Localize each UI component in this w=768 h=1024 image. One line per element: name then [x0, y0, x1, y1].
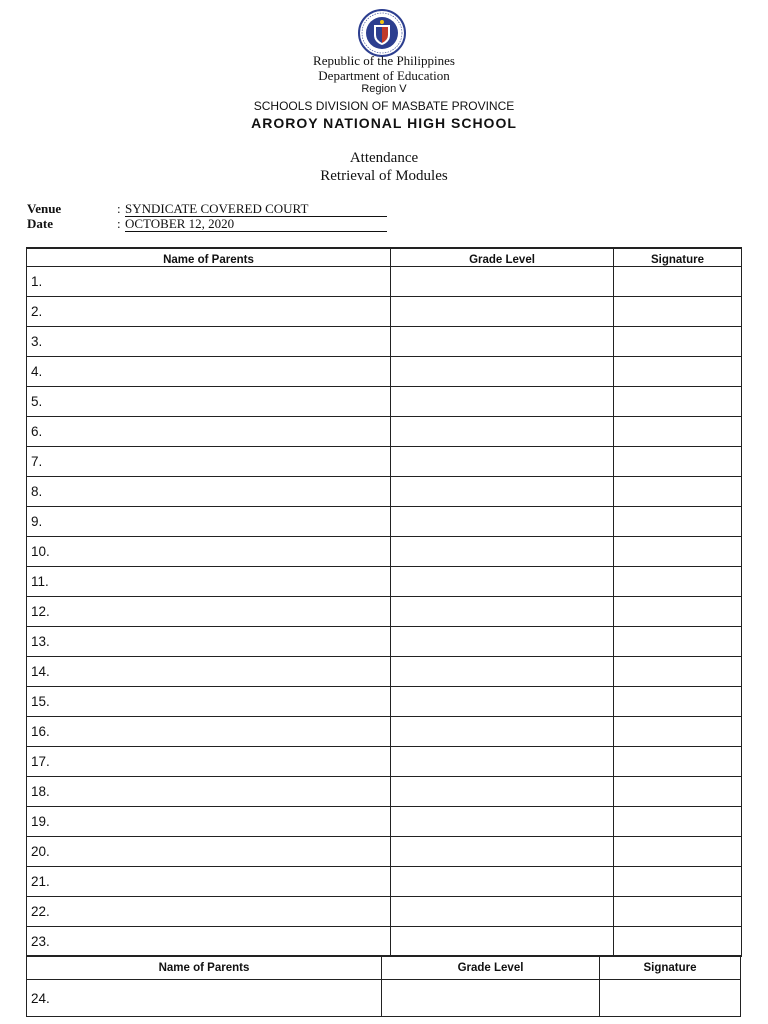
- deped-seal-logo: [351, 8, 413, 58]
- column-header-name: Name of Parents: [27, 956, 382, 980]
- signature-cell[interactable]: [614, 357, 742, 387]
- table-header-row: [27, 248, 742, 267]
- table-row: [27, 777, 742, 807]
- school-name: AROROY NATIONAL HIGH SCHOOL: [251, 115, 517, 131]
- grade-level-cell[interactable]: [391, 747, 614, 777]
- column-header-grade: Grade Level: [391, 248, 614, 267]
- row-number-name-cell[interactable]: 7.: [27, 447, 391, 477]
- grade-level-cell[interactable]: [382, 980, 600, 1017]
- grade-level-cell[interactable]: [391, 267, 614, 297]
- date-colon: :: [117, 216, 121, 231]
- grade-level-cell[interactable]: [391, 507, 614, 537]
- signature-cell[interactable]: [614, 657, 742, 687]
- signature-cell[interactable]: [614, 687, 742, 717]
- column-header-grade: Grade Level: [382, 956, 600, 980]
- document-title: Attendance: [349, 150, 419, 166]
- department-line: Department of Education: [318, 68, 450, 83]
- column-header-signature: Signature: [600, 956, 741, 980]
- table-header-row: [27, 956, 741, 980]
- grade-level-cell[interactable]: [391, 477, 614, 507]
- grade-level-cell[interactable]: [391, 867, 614, 897]
- row-number-name-cell[interactable]: 16.: [27, 717, 391, 747]
- grade-level-cell[interactable]: [391, 297, 614, 327]
- signature-cell[interactable]: [614, 717, 742, 747]
- grade-level-cell[interactable]: [391, 777, 614, 807]
- row-number-name-cell[interactable]: 11.: [27, 567, 391, 597]
- signature-cell[interactable]: [614, 537, 742, 567]
- grade-level-cell[interactable]: [391, 837, 614, 867]
- region-line: Region V: [361, 83, 407, 95]
- republic-line: Republic of the Philippines: [313, 53, 455, 68]
- table-row: [27, 717, 742, 747]
- table-row: [27, 687, 742, 717]
- row-number-name-cell[interactable]: 17.: [27, 747, 391, 777]
- signature-cell[interactable]: [614, 837, 742, 867]
- grade-level-cell[interactable]: [391, 897, 614, 927]
- row-number-name-cell[interactable]: 22.: [27, 897, 391, 927]
- grade-level-cell[interactable]: [391, 537, 614, 567]
- attendance-table-continued: [26, 955, 741, 1017]
- grade-level-cell[interactable]: [391, 597, 614, 627]
- row-number-name-cell[interactable]: 23.: [27, 927, 391, 957]
- table-row: [27, 837, 742, 867]
- signature-cell[interactable]: [614, 597, 742, 627]
- grade-level-cell[interactable]: [391, 687, 614, 717]
- signature-cell[interactable]: [614, 807, 742, 837]
- signature-cell[interactable]: [614, 627, 742, 657]
- table-row: [27, 897, 742, 927]
- grade-level-cell[interactable]: [391, 357, 614, 387]
- row-number-name-cell[interactable]: 19.: [27, 807, 391, 837]
- grade-level-cell[interactable]: [391, 807, 614, 837]
- venue-value: SYNDICATE COVERED COURT: [125, 202, 387, 217]
- date-label: Date: [27, 216, 53, 231]
- document-subtitle: Retrieval of Modules: [320, 168, 448, 184]
- signature-cell[interactable]: [614, 867, 742, 897]
- grade-level-cell[interactable]: [391, 387, 614, 417]
- grade-level-cell[interactable]: [391, 927, 614, 957]
- column-header-name: Name of Parents: [27, 248, 391, 267]
- table-row: [27, 747, 742, 777]
- venue-colon: :: [117, 201, 121, 216]
- signature-cell[interactable]: [614, 747, 742, 777]
- row-number-name-cell[interactable]: 14.: [27, 657, 391, 687]
- table-row: [27, 447, 742, 477]
- row-number-name-cell[interactable]: 18.: [27, 777, 391, 807]
- attendance-table: [26, 247, 742, 957]
- date-value: OCTOBER 12, 2020: [125, 217, 387, 232]
- table-row: [27, 807, 742, 837]
- signature-cell[interactable]: [614, 777, 742, 807]
- division-line: SCHOOLS DIVISION OF MASBATE PROVINCE: [253, 99, 515, 113]
- row-number-name-cell[interactable]: 2.: [27, 297, 391, 327]
- table-row: [27, 567, 742, 597]
- grade-level-cell[interactable]: [391, 657, 614, 687]
- table-row: [27, 537, 742, 567]
- grade-level-cell[interactable]: [391, 417, 614, 447]
- signature-cell[interactable]: [614, 387, 742, 417]
- table-row: [27, 927, 742, 957]
- grade-level-cell[interactable]: [391, 447, 614, 477]
- signature-cell[interactable]: [614, 447, 742, 477]
- row-number-name-cell[interactable]: 20.: [27, 837, 391, 867]
- table-row: [27, 327, 742, 357]
- table-row: [27, 980, 741, 1017]
- row-number-name-cell[interactable]: 15.: [27, 687, 391, 717]
- row-number-name-cell[interactable]: 8.: [27, 477, 391, 507]
- table-row: [27, 387, 742, 417]
- signature-cell[interactable]: [614, 897, 742, 927]
- table-row: [27, 477, 742, 507]
- signature-cell[interactable]: [614, 477, 742, 507]
- row-number-name-cell[interactable]: 5.: [27, 387, 391, 417]
- signature-cell[interactable]: [614, 327, 742, 357]
- row-number-name-cell[interactable]: 9.: [27, 507, 391, 537]
- table-row: [27, 417, 742, 447]
- table-row: [27, 627, 742, 657]
- grade-level-cell[interactable]: [391, 327, 614, 357]
- column-header-signature: Signature: [614, 248, 742, 267]
- row-number-name-cell[interactable]: 12.: [27, 597, 391, 627]
- table-row: [27, 867, 742, 897]
- table-row: [27, 267, 742, 297]
- row-number-name-cell[interactable]: 1.: [27, 267, 391, 297]
- signature-cell[interactable]: [600, 980, 741, 1017]
- table-row: [27, 297, 742, 327]
- signature-cell[interactable]: [614, 417, 742, 447]
- grade-level-cell[interactable]: [391, 717, 614, 747]
- signature-cell[interactable]: [614, 507, 742, 537]
- venue-label: Venue: [27, 201, 62, 216]
- signature-cell[interactable]: [614, 267, 742, 297]
- grade-level-cell[interactable]: [391, 627, 614, 657]
- table-row: [27, 657, 742, 687]
- table-row: [27, 597, 742, 627]
- row-number-name-cell[interactable]: 13.: [27, 627, 391, 657]
- table-row: [27, 507, 742, 537]
- row-number-name-cell[interactable]: 24.: [27, 980, 382, 1017]
- signature-cell[interactable]: [614, 297, 742, 327]
- row-number-name-cell[interactable]: 6.: [27, 417, 391, 447]
- signature-cell[interactable]: [614, 927, 742, 957]
- grade-level-cell[interactable]: [391, 567, 614, 597]
- table-row: [27, 357, 742, 387]
- signature-cell[interactable]: [614, 567, 742, 597]
- row-number-name-cell[interactable]: 21.: [27, 867, 391, 897]
- row-number-name-cell[interactable]: 3.: [27, 327, 391, 357]
- row-number-name-cell[interactable]: 4.: [27, 357, 391, 387]
- row-number-name-cell[interactable]: 10.: [27, 537, 391, 567]
